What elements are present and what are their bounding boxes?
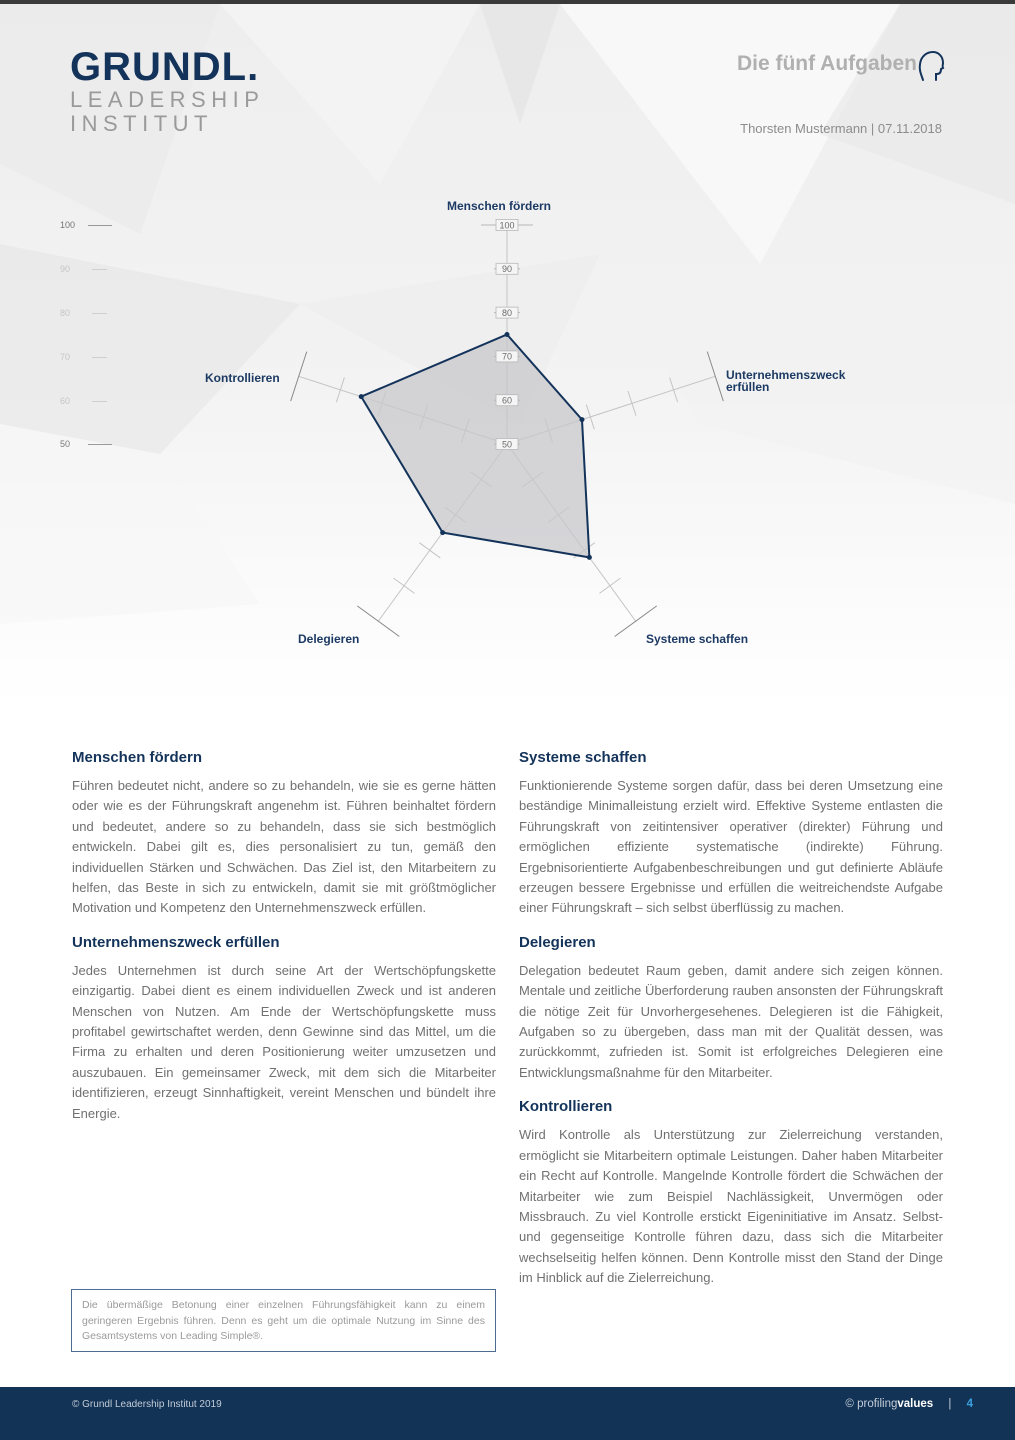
radar-tick-label: 90 (501, 264, 513, 275)
radar-tick-label: 80 (501, 307, 513, 318)
axis-label-delegieren: Delegieren (298, 632, 360, 646)
axis-label-kontrollieren: Kontrollieren (205, 371, 280, 385)
head-profile-icon (917, 50, 945, 84)
radar-data-point (359, 394, 364, 399)
logo-line-grundl: GRUNDL. (70, 45, 260, 89)
right-column (519, 748, 943, 1303)
radar-tick (707, 352, 723, 401)
radar-tick (336, 377, 344, 402)
radar-tick-label: 50 (501, 439, 513, 450)
footer-brand (845, 1398, 973, 1410)
logo-line-institut: INSTITUT (70, 111, 213, 136)
axis-label-unternehmen-line2: erfüllen (726, 380, 770, 394)
radar-tick-label: 100 (499, 220, 515, 231)
footer-copyright: © Grundl Leadership Institut 2019 (72, 1399, 222, 1410)
section-systeme-schaffen (519, 748, 943, 919)
section-heading: Unternehmenszweck erfüllen (72, 933, 280, 951)
section-menschen-foerdern (72, 748, 496, 919)
section-delegieren (519, 933, 943, 1083)
footer-separator: | (948, 1398, 952, 1410)
radar-tick (291, 352, 307, 401)
radar-chart (0, 190, 1015, 660)
page-title: Die fünf Aufgaben (736, 52, 917, 75)
scale-tick-label: 70 (60, 352, 71, 362)
brand-prefix: © profiling (845, 1398, 898, 1410)
scale-tick-label: 80 (60, 308, 71, 318)
axis-label-unternehmen (726, 369, 845, 393)
info-note-box: Die übermäßige Betonung einer einzelnen Führungsfähigkeit kann zu einem geringeren Ergebnis führen. Denn es geht um die optimale Nutzung im Sinne des Gesamtsystems von Leading Simple®. (71, 1289, 496, 1352)
axis-label-menschen: Menschen fördern (447, 199, 552, 213)
radar-tick (628, 391, 636, 416)
axis-label-systeme: Systeme schaffen (646, 632, 749, 646)
radar-tick-label: 60 (501, 395, 513, 406)
section-heading: Menschen fördern (72, 749, 203, 766)
section-text: Delegation bedeutet Raum geben, damit andere sich zeigen können. Mentale und zeitliche Überforderung rauben ansonsten der Führungskraft die nötige Zeit für Unvorhergesehenes. Delegieren ist die Fähigkeit, Aufgaben so zu übergeben, dass man mit der Qualität dessen, was zurückkommt, zufrieden ist. Somit ist erfolgreiches Delegieren eine Entwicklungsmaßnahme für den Mitarbeiter. (519, 962, 943, 1080)
radar-tick (586, 405, 594, 430)
section-unternehmenszweck (72, 933, 496, 1124)
scale-tick-label: 60 (60, 396, 71, 406)
radar-data-point (440, 530, 445, 535)
footer (0, 1387, 1015, 1440)
radar-data-point (505, 332, 510, 337)
section-heading: Kontrollieren (519, 1098, 613, 1116)
scale-tick-label: 90 (60, 264, 71, 274)
author-date: Thorsten Mustermann | 07.11.2018 (740, 121, 942, 136)
section-heading: Systeme schaffen (519, 749, 647, 766)
section-kontrollieren (519, 1097, 943, 1288)
radar-data-point (579, 417, 584, 422)
section-text: Wird Kontrolle als Unterstützung zur Zielerreichung verstanden, ermöglicht sie Mitarbeitern optimale Leistungen. Daher haben Mitarbeiter ein Recht auf Kontrolle. Mangelnde Kontrolle fördert die Schwächen der Mitarbeiter wie zum Beispiel Nachlässigkeit, Unvermögen oder Missbrauch. Zu viel Kontrolle erstickt Eigeninitiative im Ansatz. Selbst- und gegenseitige Kontrolle führen dazu, dass sich die Mitarbeiter wechselseitig helfen können. Denn Kontrolle misst den Stand der Dinge im Hinblick auf die Zielerreichung. (519, 1127, 943, 1286)
radar-tick (357, 606, 399, 637)
section-text: Funktionierende Systeme sorgen dafür, dass bei deren Umsetzung eine beständige Minimalleistung erzielt wird. Effektive Systeme entlasten die Führungskraft von zeitintensiver operativer (direkter) Führung und ermöglichen effiziente systematische (indirekte) Führung. Ergebnisorientierte Aufgabenbeschreibungen und gut definierte Abläufe erzeugen bessere Ergebnisse und erfüllen die weitreichendste Aufgabe einer Führungskraft – sich selbst überflüssig zu machen. (519, 778, 943, 916)
radar-tick (670, 377, 678, 402)
radar-tick (599, 578, 620, 593)
section-heading: Delegieren (519, 933, 596, 951)
scale-tick-label: 100 (60, 220, 76, 230)
section-text: Jedes Unternehmen ist durch seine Art der Wertschöpfungskette einzigartig. Dabei dient es einem individuellen Zweck und ist anderen Menschen von Nutzen. Am Ende der Wertschöpfungskette muss profitabel gewirtschaftet werden, denn Gewinne sind das Mittel, um die Firma zu erhalten und deren Positionierung weiter umzusetzen und auszubauen. Ein gemeinsamer Zweck, mit dem sich die Mitarbeiter identifizieren, erzeugt Sinnhaftigkeit, vereint Menschen und bündelt ihre Energie. (72, 962, 496, 1121)
radar-tick-label: 70 (501, 351, 513, 362)
brand-bold: values (897, 1398, 934, 1410)
scale-tick-label: 50 (60, 439, 71, 449)
section-text: Führen bedeutet nicht, andere so zu behandeln, wie sie es gerne hätten oder wie es der Führungskraft angenehm ist. Führen beinhaltet fördern und bedeutet, andere so zu behandeln, dass sie sich bestmöglich entwickeln. Dabei gilt es, dies personalisiert zu tun, gemäß den individuellen Stärken und Schwächen. Das Ziel ist, den Mitarbeitern zu helfen, das Beste in sich zu entwickeln, damit sie mit größtmöglicher Motivation und Kompetenz den Unternehmenszweck erfüllen. (72, 778, 496, 916)
radar-series-polygon (361, 335, 589, 558)
left-column (72, 748, 496, 1138)
page-number: 4 (966, 1398, 973, 1410)
radar-data-point (587, 555, 592, 560)
axis-label-unternehmen-line1: Unternehmenszweck (726, 368, 846, 382)
grundl-logo (70, 46, 264, 136)
logo-line-leadership: LEADERSHIP (70, 87, 265, 112)
radar-tick (394, 578, 415, 593)
radar-tick (419, 543, 440, 558)
